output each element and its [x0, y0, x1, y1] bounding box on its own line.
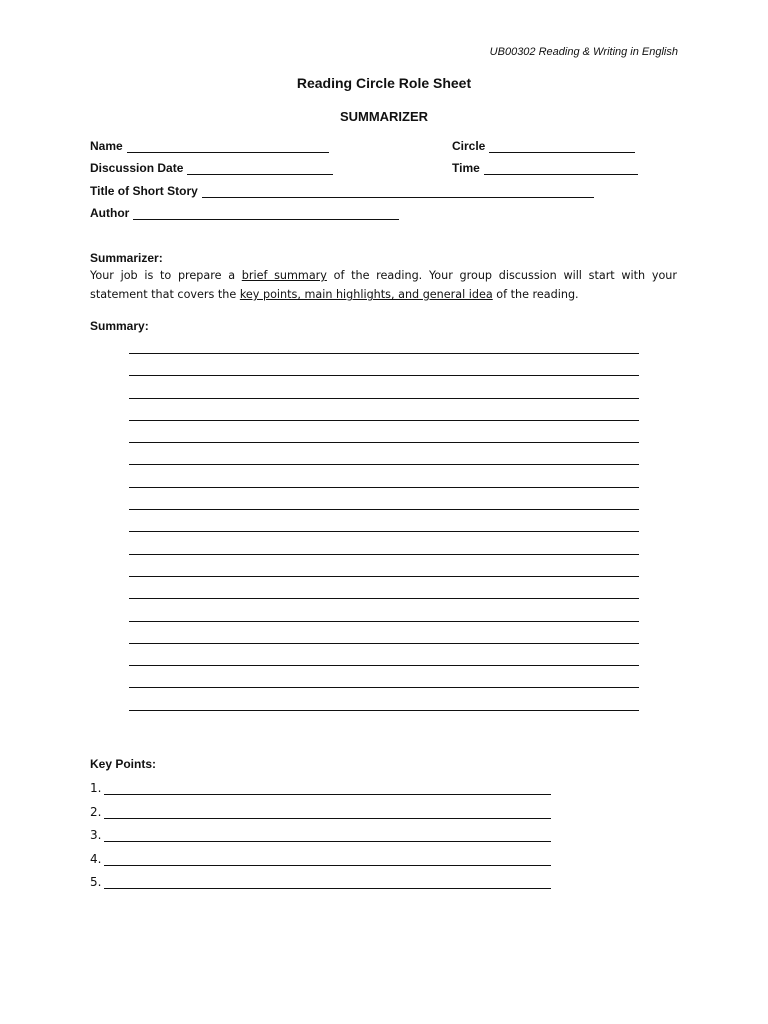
- key-point-item[interactable]: [90, 875, 551, 889]
- brief-summary-emphasis: brief summary: [241, 269, 327, 282]
- role-title: SUMMARIZER: [339, 109, 429, 124]
- summary-heading: Summary:: [90, 319, 149, 333]
- key-point-item[interactable]: [90, 781, 551, 795]
- summary-line[interactable]: [129, 665, 639, 687]
- circle-blank[interactable]: [489, 140, 635, 153]
- time-blank[interactable]: [484, 162, 638, 175]
- summary-line[interactable]: [129, 710, 639, 732]
- summary-line[interactable]: [129, 487, 639, 509]
- key-point-number: 5.: [90, 875, 102, 889]
- summary-line[interactable]: [129, 598, 639, 620]
- key-point-blank[interactable]: [104, 829, 551, 842]
- summary-line[interactable]: [129, 353, 639, 375]
- summarizer-heading: Summarizer:: [90, 251, 163, 265]
- summary-writing-area[interactable]: [129, 353, 639, 732]
- key-points-emphasis: key points, main highlights, and general idea: [239, 288, 493, 301]
- instructions-text-3: of the reading.: [492, 288, 579, 301]
- key-point-number: 1.: [90, 781, 102, 795]
- key-point-blank[interactable]: [104, 876, 551, 889]
- course-header: UB00302 Reading & Writing in English: [489, 46, 678, 58]
- time-field[interactable]: [452, 161, 638, 175]
- key-point-item[interactable]: [90, 852, 551, 866]
- summary-line[interactable]: [129, 464, 639, 486]
- key-points-heading: Key Points:: [90, 757, 157, 771]
- summary-line[interactable]: [129, 621, 639, 643]
- summary-line[interactable]: [129, 375, 639, 397]
- name-blank[interactable]: [127, 140, 329, 153]
- summary-line[interactable]: [129, 398, 639, 420]
- time-label: Time: [452, 161, 480, 175]
- summary-line[interactable]: [129, 509, 639, 531]
- circle-label: Circle: [452, 139, 486, 153]
- sheet-title: Reading Circle Role Sheet: [296, 75, 472, 91]
- story-title-label: Title of Short Story: [90, 184, 198, 198]
- circle-field[interactable]: [452, 139, 635, 153]
- name-label: Name: [90, 139, 123, 153]
- summary-line[interactable]: [129, 442, 639, 464]
- key-point-item[interactable]: [90, 828, 551, 842]
- key-point-number: 4.: [90, 851, 102, 866]
- key-point-item[interactable]: [90, 805, 551, 819]
- author-field[interactable]: [90, 206, 399, 220]
- story-title-blank[interactable]: [202, 185, 594, 198]
- summary-line[interactable]: [129, 420, 639, 442]
- summarizer-instructions: [90, 266, 677, 304]
- summary-line[interactable]: [129, 687, 639, 709]
- discussion-date-label: Discussion Date: [90, 161, 184, 175]
- summary-line[interactable]: [129, 554, 639, 576]
- name-field[interactable]: [90, 139, 329, 153]
- key-point-blank[interactable]: [104, 806, 551, 819]
- story-title-field[interactable]: [90, 184, 594, 198]
- key-point-number: 2.: [90, 804, 102, 819]
- author-label: Author: [90, 206, 130, 220]
- key-point-blank[interactable]: [104, 853, 551, 866]
- instructions-text-2: of the reading. Your group discussion will start with your statement that covers the: [90, 269, 677, 301]
- key-point-number: 3.: [90, 828, 102, 842]
- summary-line[interactable]: [129, 576, 639, 598]
- discussion-date-field[interactable]: [90, 161, 333, 175]
- summary-line[interactable]: [129, 531, 639, 553]
- discussion-date-blank[interactable]: [187, 162, 333, 175]
- instructions-text-1: Your job is to prepare a: [90, 269, 242, 282]
- key-point-blank[interactable]: [104, 782, 551, 795]
- author-blank[interactable]: [133, 207, 399, 220]
- summary-line[interactable]: [129, 643, 639, 665]
